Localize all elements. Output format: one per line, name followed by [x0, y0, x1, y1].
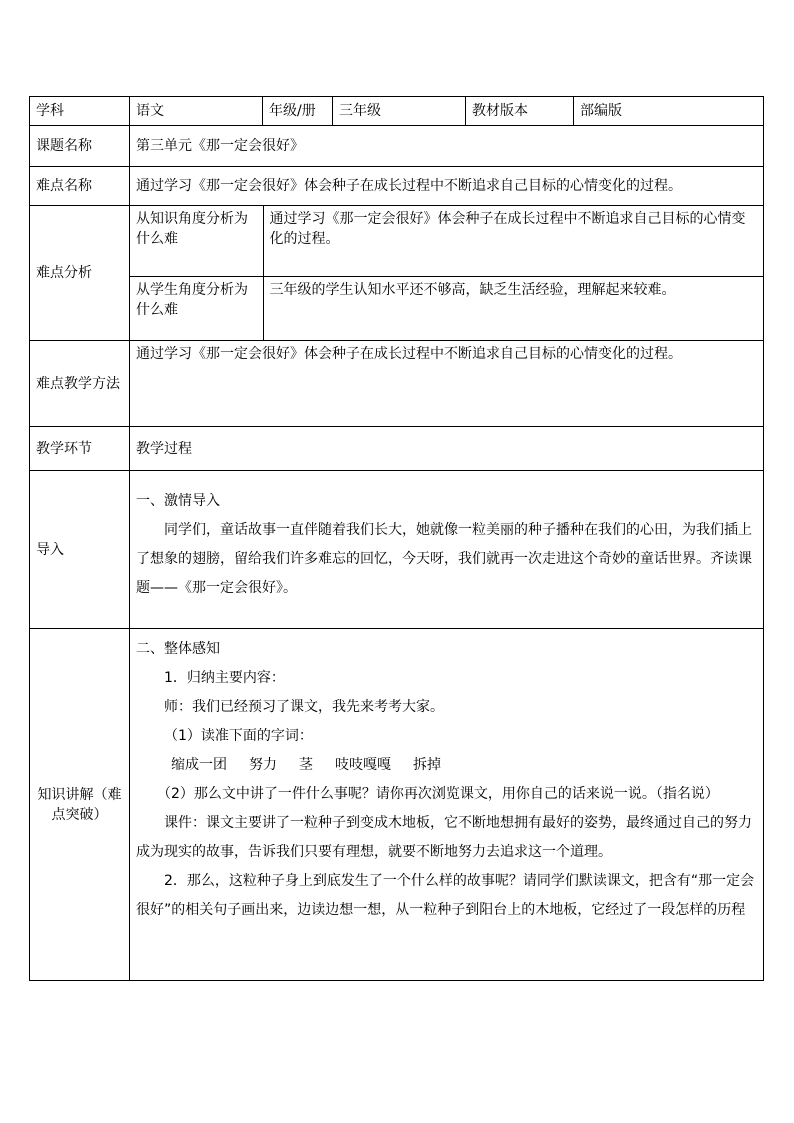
student-angle-label: 从学生角度分析为什么难: [130, 276, 263, 340]
vocab-word: 努力: [249, 757, 277, 773]
intro-paragraph: 同学们，童话故事一直伴随着我们长大，她就像一粒美丽的种子播种在我们的心田，为我们插上了想象的翅膀，留给我们许多难忘的回忆，今天呀，我们就再一次走进这个奇妙的童话世界。齐读课题——《那一定会很好》。: [136, 522, 752, 596]
knowledge-item-2: 2．那么，这粒种子身上到底发生了一个什么样的故事呢？请同学们默读课文，把含有“那一定会很好”的相关句子画出来，边读边想一想，从一粒种子到阳台上的木地板，它经过了一段怎样的历程: [136, 873, 755, 918]
knowledge-heading: 二、整体感知: [136, 641, 220, 657]
analysis-student-row: [130, 276, 763, 340]
difficulty-row: [30, 167, 764, 206]
subject-value: 语文: [130, 97, 263, 126]
process-column-label: 教学过程: [130, 427, 764, 471]
knowledge-content: [130, 629, 764, 981]
analysis-label: 难点分析: [30, 206, 130, 341]
vocabulary-list: [136, 751, 757, 780]
subject-label: 学科: [30, 97, 130, 126]
header-row: [30, 97, 764, 126]
difficulty-label: 难点名称: [30, 167, 130, 206]
intro-row: [30, 471, 764, 629]
topic-row: [30, 126, 764, 167]
knowledge-row: [30, 629, 764, 981]
analysis-row: [30, 206, 764, 341]
knowledge-label: 知识讲解（难点突破）: [30, 629, 130, 981]
method-label: 难点教学方法: [30, 341, 130, 427]
difficulty-value: 通过学习《那一定会很好》体会种子在成长过程中不断追求自己目标的心情变化的过程。: [130, 167, 764, 206]
vocab-word: 拆掉: [413, 757, 441, 773]
knowledge-angle-label: 从知识角度分析为什么难: [130, 206, 263, 276]
knowledge-courseware: 课件：课文主要讲了一粒种子到变成木地板，它不断地想拥有最好的姿势，最终通过自己的努力成为现实的故事，告诉我们只要有理想，就要不断地努力去追求这一个道理。: [136, 815, 752, 860]
vocab-word: 缩成一团: [171, 757, 227, 773]
knowledge-item-1: 1．归纳主要内容：: [164, 670, 285, 686]
vocab-word: 吱吱嘎嘎: [335, 757, 391, 773]
intro-label: 导入: [30, 471, 130, 629]
process-header-row: [30, 427, 764, 471]
intro-content: [130, 471, 764, 629]
topic-value: 第三单元《那一定会很好》: [130, 126, 764, 167]
analysis-knowledge-row: [130, 206, 763, 276]
analysis-nested-cell: [130, 206, 764, 341]
analysis-inner-table: [130, 206, 763, 340]
intro-heading: 一、激情导入: [136, 493, 220, 509]
grade-label: 年级/册: [263, 97, 333, 126]
knowledge-teacher-line: 师：我们已经预习了课文，我先来考考大家。: [164, 699, 444, 715]
method-value: 通过学习《那一定会很好》体会种子在成长过程中不断追求自己目标的心情变化的过程。: [130, 341, 764, 427]
topic-label: 课题名称: [30, 126, 130, 167]
knowledge-sub-2: （2）那么文中讲了一件什么事呢？请你再次浏览课文，用你自己的话来说一说。（指名说）: [157, 786, 719, 802]
edition-label: 教材版本: [466, 97, 574, 126]
method-row: [30, 341, 764, 427]
process-section-label: 教学环节: [30, 427, 130, 471]
student-angle-value: 三年级的学生认知水平还不够高，缺乏生活经验，理解起来较难。: [269, 281, 676, 298]
lesson-plan-table: [29, 96, 764, 981]
edition-value: 部编版: [574, 97, 764, 126]
knowledge-angle-value: 通过学习《那一定会很好》体会种子在成长过程中不断追求自己目标的心情变化的过程。: [263, 206, 763, 276]
grade-value: 三年级: [333, 97, 466, 126]
vocab-word: 茎: [299, 757, 313, 773]
knowledge-sub-1: （1）读准下面的字词：: [164, 728, 313, 744]
